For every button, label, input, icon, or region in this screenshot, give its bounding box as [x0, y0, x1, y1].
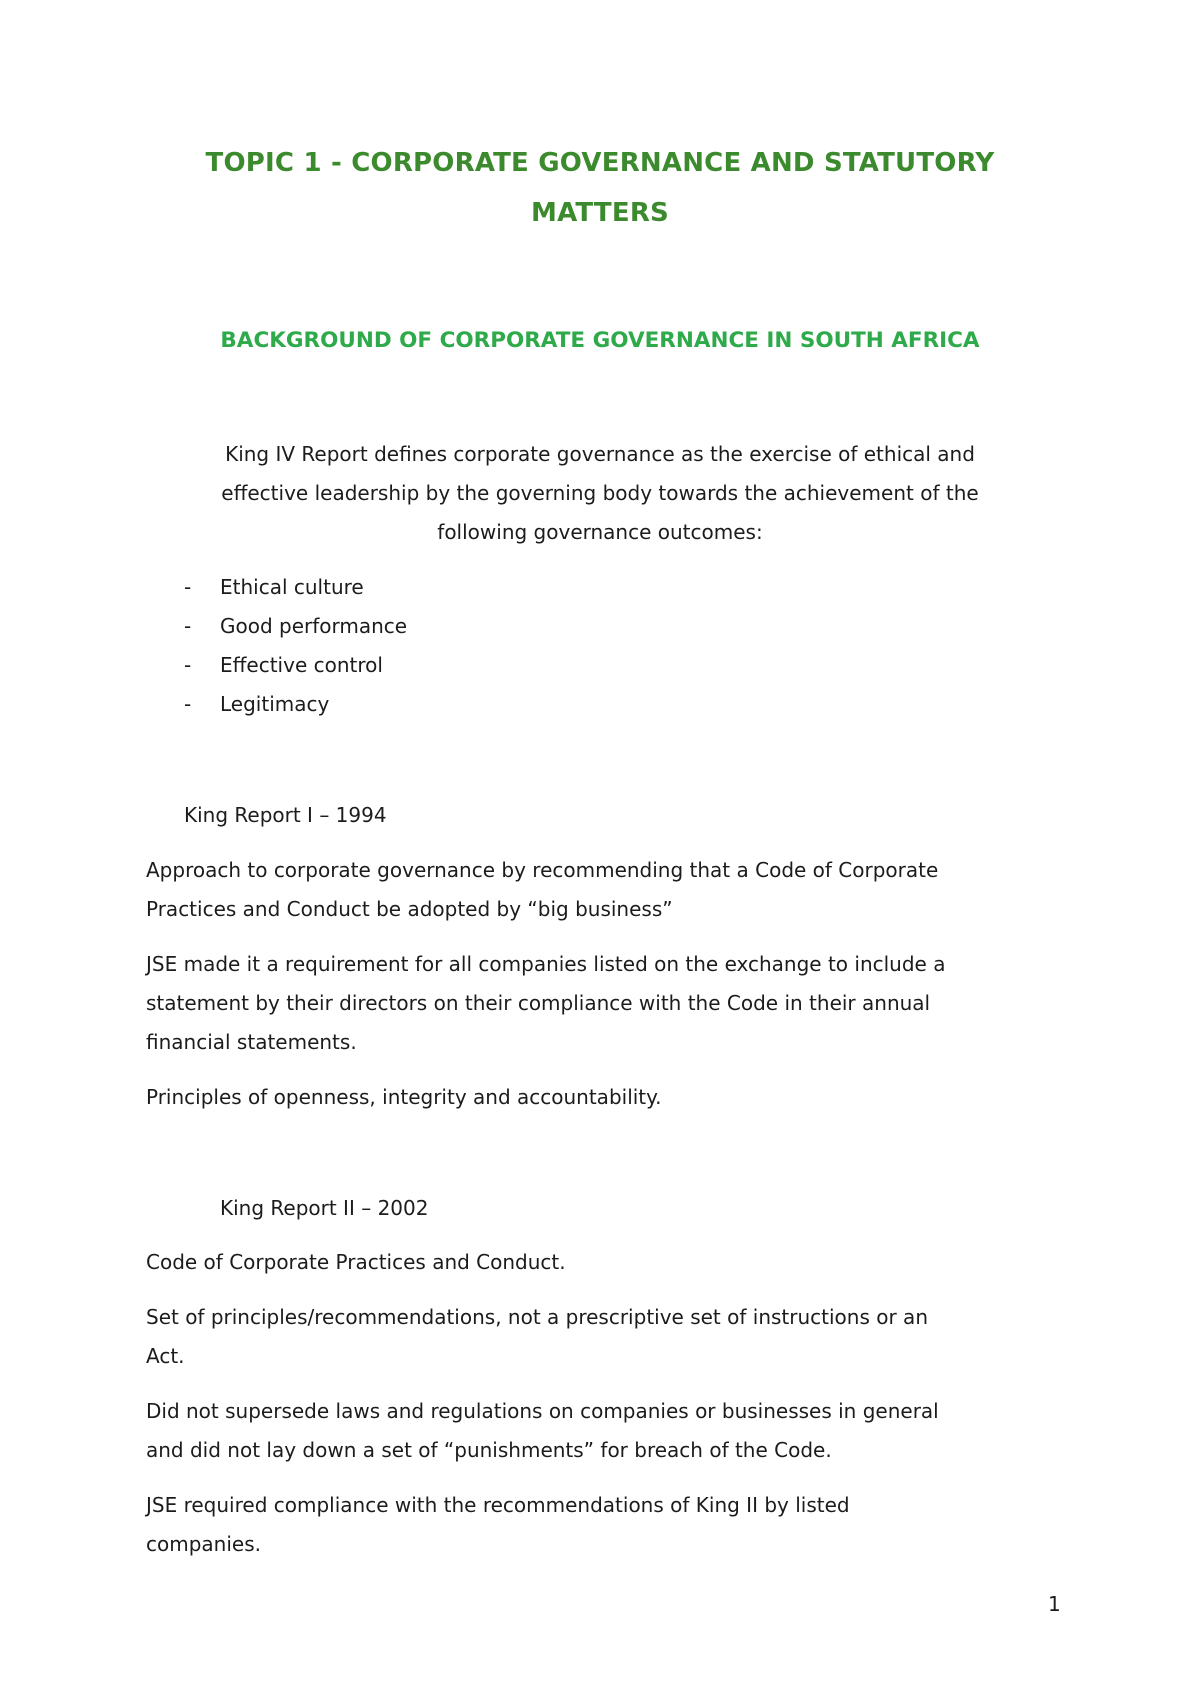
page-number: 1	[1048, 1592, 1061, 1616]
king1-p1-line2: Practices and Conduct be adopted by “big business”	[146, 897, 673, 921]
list-item: Ethical culture	[220, 575, 364, 599]
king2-p3-line2: and did not lay down a set of “punishments” for breach of the Code.	[146, 1438, 832, 1462]
king1-p1-line1: Approach to corporate governance by recommending that a Code of Corporate	[146, 858, 939, 882]
section-heading: BACKGROUND OF CORPORATE GOVERNANCE IN SOUTH AFRICA	[220, 328, 980, 353]
intro-line1: King IV Report defines corporate governance as the exercise of ethical and	[225, 442, 975, 466]
document-title-line2: MATTERS	[531, 198, 669, 228]
intro-line2: effective leadership by the governing body towards the achievement of the	[221, 481, 979, 505]
list-item: Legitimacy	[220, 692, 330, 716]
intro-line3: following governance outcomes:	[437, 520, 763, 544]
document-title-line1: TOPIC 1 - CORPORATE GOVERNANCE AND STATUTORY	[205, 148, 995, 178]
king1-p2-line3: financial statements.	[146, 1030, 357, 1054]
king2-p4-line1: JSE required compliance with the recommendations of King II by listed	[146, 1493, 850, 1517]
king1-p3-line1: Principles of openness, integrity and accountability.	[146, 1085, 662, 1109]
king2-heading: King Report II – 2002	[220, 1196, 429, 1220]
king2-p1-line1: Code of Corporate Practices and Conduct.	[146, 1250, 566, 1274]
king2-p2-line1: Set of principles/recommendations, not a prescriptive set of instructions or an	[146, 1305, 928, 1329]
list-bullet-dash: -	[184, 575, 192, 599]
list-item: Effective control	[220, 653, 383, 677]
list-item: Good performance	[220, 614, 408, 638]
king1-heading: King Report I – 1994	[184, 803, 387, 827]
king2-p2-line2: Act.	[146, 1344, 185, 1368]
list-bullet-dash: -	[184, 614, 192, 638]
list-bullet-dash: -	[184, 653, 192, 677]
king2-p3-line1: Did not supersede laws and regulations on companies or businesses in general	[146, 1399, 939, 1423]
king1-p2-line1: JSE made it a requirement for all companies listed on the exchange to include a	[146, 952, 946, 976]
king1-p2-line2: statement by their directors on their compliance with the Code in their annual	[146, 991, 931, 1015]
list-bullet-dash: -	[184, 692, 192, 716]
king2-p4-line2: companies.	[146, 1532, 261, 1556]
